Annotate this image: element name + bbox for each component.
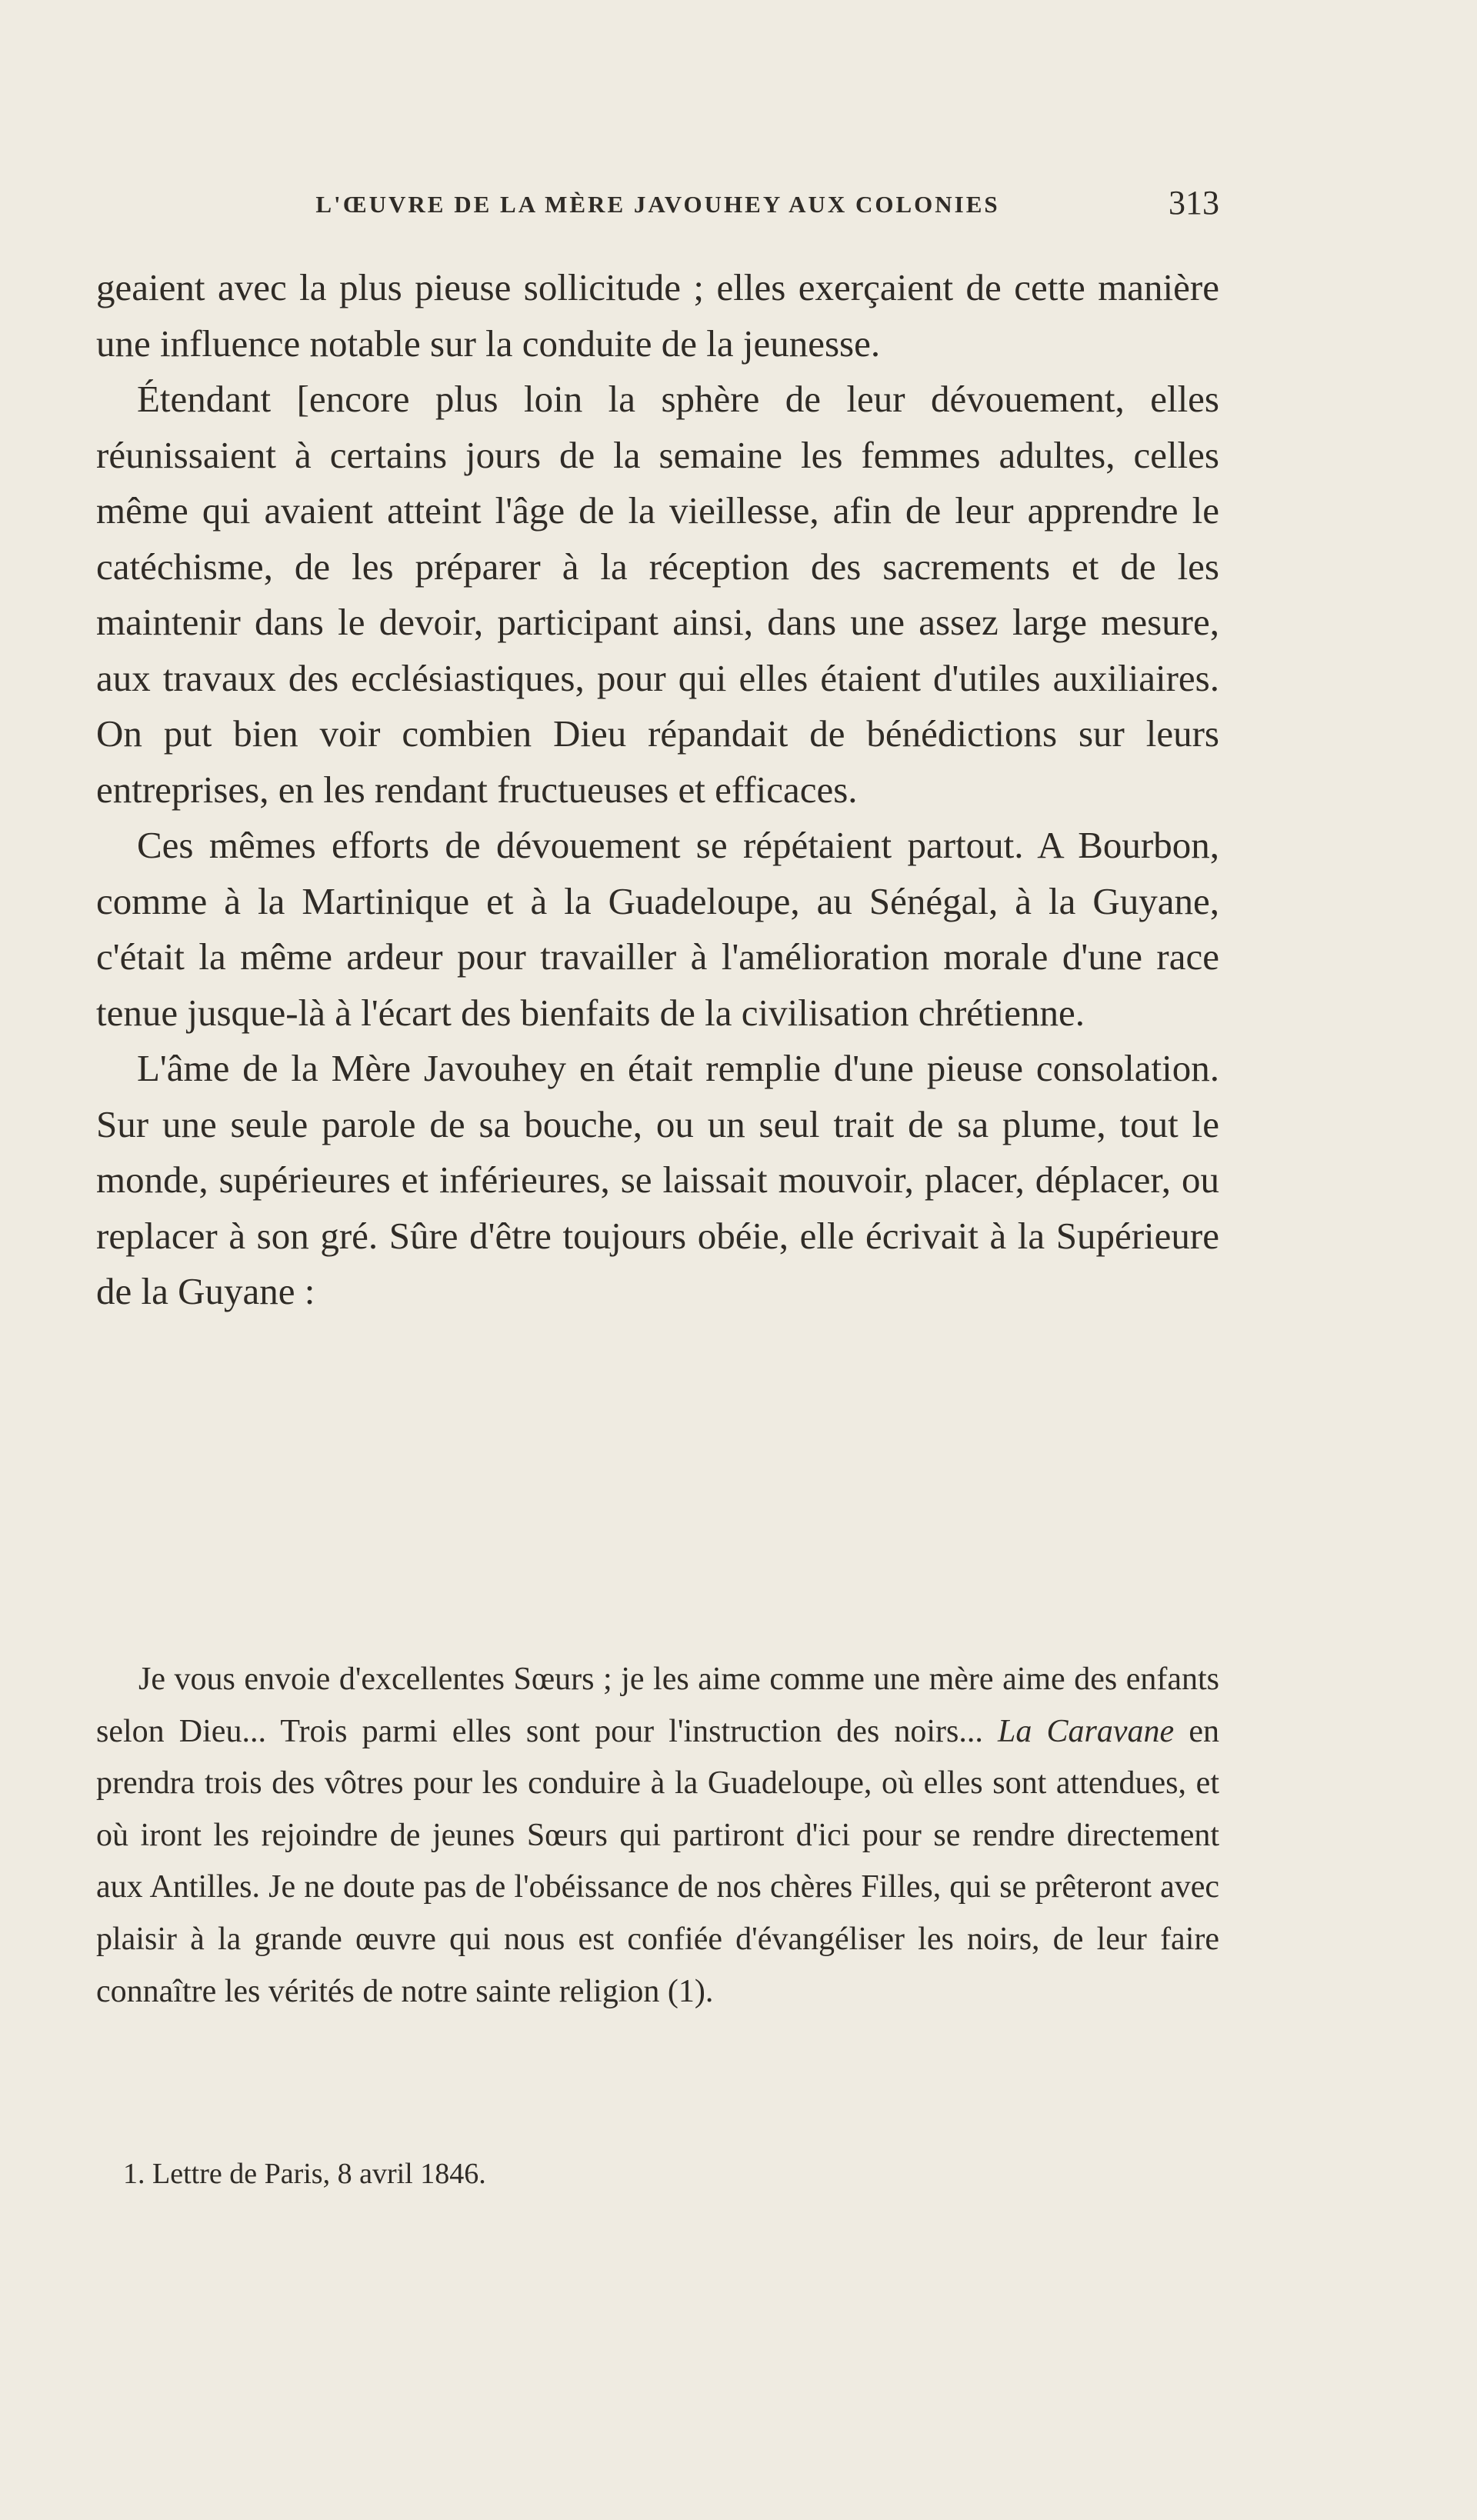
- footnote: 1. Lettre de Paris, 8 avril 1846.: [123, 2158, 486, 2190]
- page-number: 313: [1169, 184, 1219, 222]
- quotation-text-2: en prendra trois des vôtres pour les conduire à la Guadeloupe, où elles sont attendues, et où iront les rejoindre de jeunes Sœurs qui partiront d'ici pour se rendre directement aux Antilles. Je ne doute pas de l'obéissance de nos chères Filles, qui se prêteront avec plaisir à la grande œuvre qui nous est confiée d'évangéliser les noirs, de leur faire connaître les vérités de notre sainte religion (1).: [96, 1713, 1219, 2009]
- paragraph-3: Ces mêmes efforts de dévouement se répétaient partout. A Bourbon, comme à la Martinique et à la Guadeloupe, au Sénégal, à la Guyane, c'était la même ardeur pour travailler à l'amélioration morale d'une race tenue jusque-là à l'écart des bienfaits de la civilisation chrétienne.: [96, 824, 1219, 1034]
- body-text: [96, 260, 1219, 1320]
- paragraph-4: L'âme de la Mère Javouhey en était remplie d'une pieuse consolation. Sur une seule parole de sa bouche, ou un seul trait de sa plume, tout le monde, supérieures et inférieures, se laissait mouvoir, placer, déplacer, ou replacer à son gré. Sûre d'être toujours obéie, elle écrivait à la Supérieure de la Guyane :: [96, 1047, 1219, 1312]
- running-head: L'ŒUVRE DE LA MÈRE JAVOUHEY AUX COLONIES: [315, 191, 1000, 218]
- paragraph-2: Étendant [encore plus loin la sphère de leur dévouement, elles réunissaient à certains jours de la semaine les femmes adultes, celles même qui avaient atteint l'âge de la vieillesse, afin de leur apprendre le catéchisme, de les préparer à la réception des sacrements et de les maintenir dans le devoir, participant ainsi, dans une assez large mesure, aux travaux des ecclésiastiques, pour qui elles étaient d'utiles auxiliaires. On put bien voir combien Dieu répandait de bénédictions sur leurs entreprises, en les rendant fructueuses et efficaces.: [96, 378, 1219, 811]
- paragraph-1: geaient avec la plus pieuse sollicitude ; elles exerçaient de cette manière une influence notable sur la conduite de la jeunesse.: [96, 266, 1219, 365]
- ship-name: La Caravane: [998, 1713, 1175, 1749]
- quotation-paragraph: [96, 1654, 1219, 2018]
- letter-quotation: [96, 1654, 1219, 2018]
- page-header: [96, 183, 1219, 229]
- quotation-text-1: Je vous envoie d'excellentes Sœurs ; je les aime comme une mère aime des enfants selon Dieu... Trois parmi elles sont pour l'instruction des noirs...: [96, 1662, 1219, 1749]
